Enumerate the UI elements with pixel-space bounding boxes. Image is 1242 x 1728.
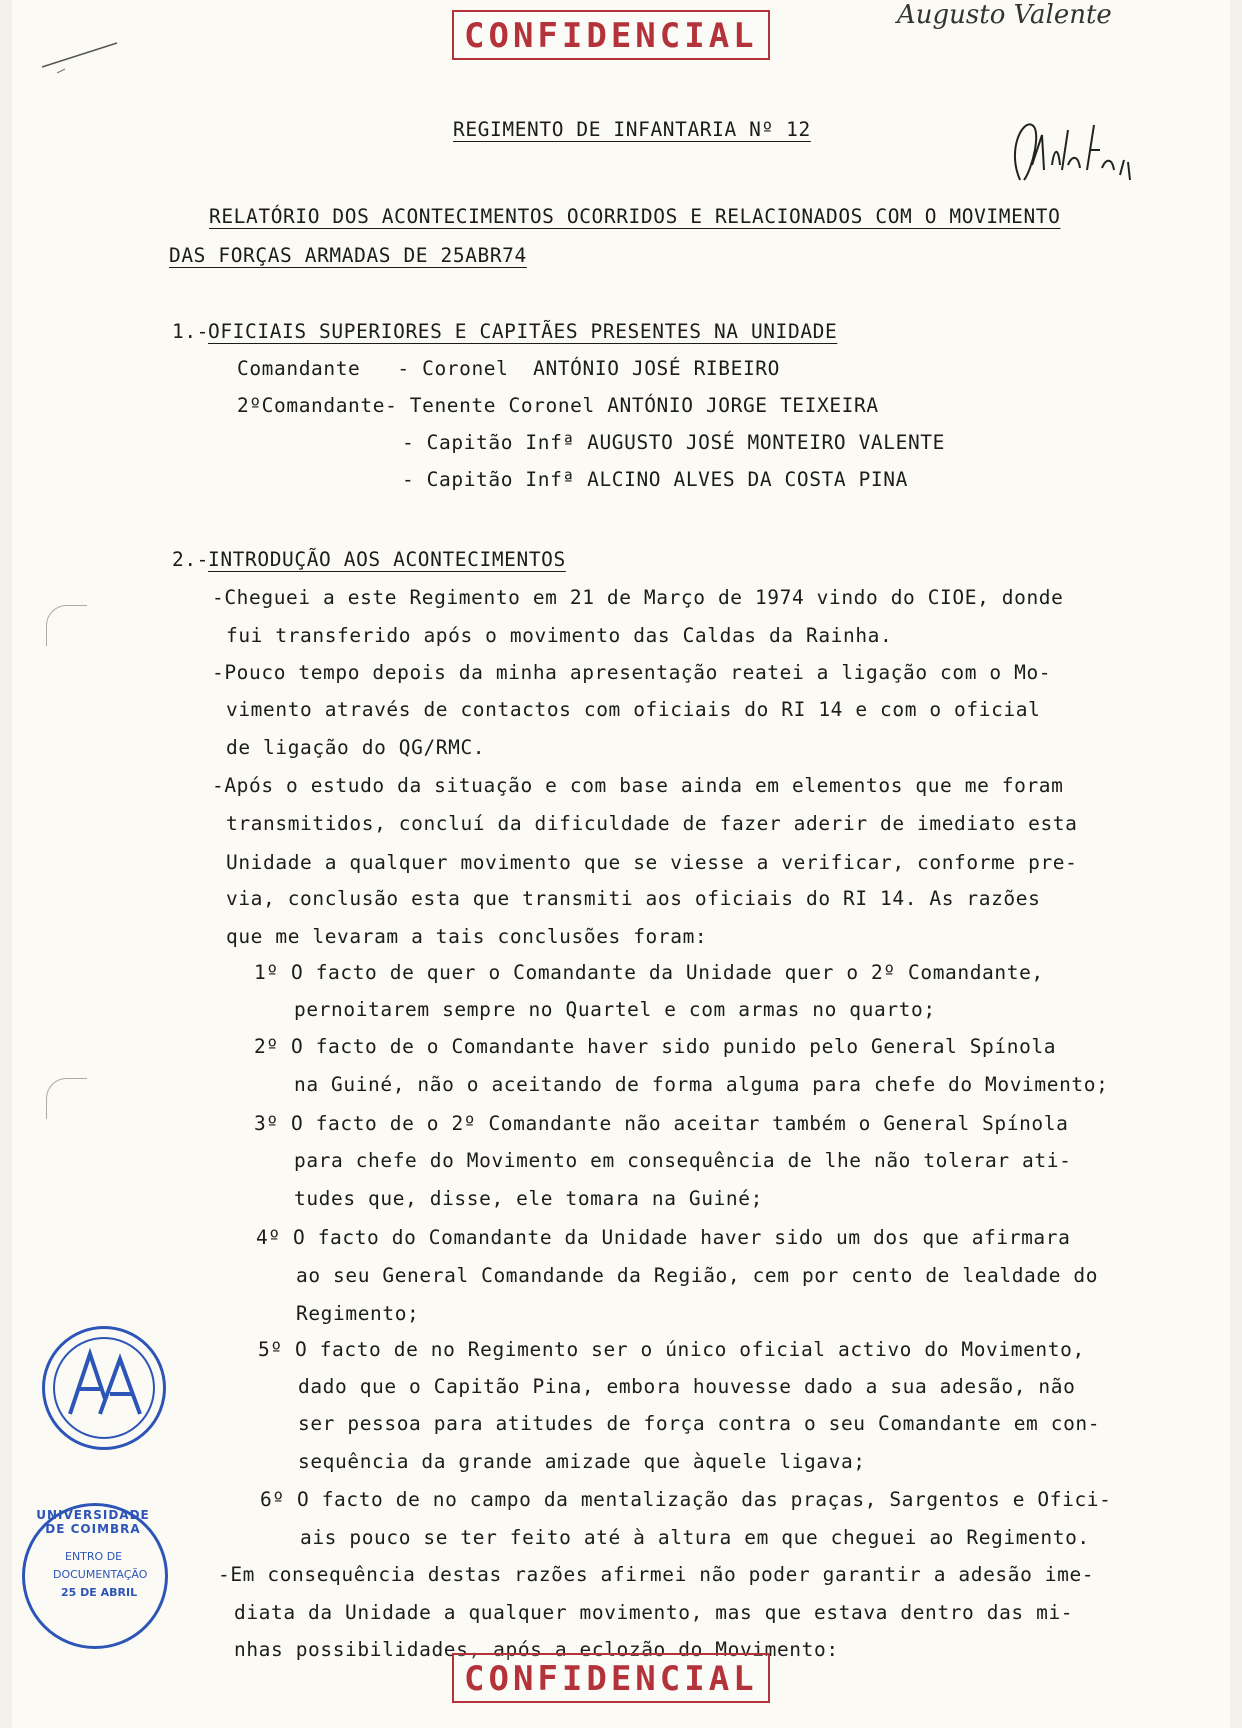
- text-line: via, conclusão esta que transmiti aos oficiais do RI 14. As razões: [226, 887, 1041, 910]
- confidential-stamp-top: CONFIDENCIAL: [452, 10, 770, 60]
- text-line: 2º O facto de o Comandante haver sido punido pelo General Spínola: [254, 1035, 1057, 1058]
- text-line: ser pessoa para atitudes de força contra o seu Comandante em con-: [298, 1412, 1101, 1435]
- archive-seal: [22, 1503, 168, 1649]
- text-line: para chefe do Movimento em consequência de lhe não tolerar ati-: [294, 1149, 1072, 1172]
- text-line: 1º O facto de quer o Comandante da Unidade quer o 2º Comandante,: [254, 961, 1044, 984]
- archive-seal-line3: 25 DE ABRIL: [61, 1586, 138, 1599]
- text-line: na Guiné, não o aceitando de forma alguma para chefe do Movimento;: [294, 1073, 1109, 1096]
- text-line: pernoitarem sempre no Quartel e com armas no quarto;: [294, 998, 936, 1021]
- section1-number: 1.-: [172, 320, 210, 343]
- handwritten-name: Augusto Valente: [897, 0, 1112, 30]
- pen-mark: [37, 35, 127, 75]
- text-line: vimento através de contactos com oficiais do RI 14 e com o oficial: [226, 698, 1041, 721]
- text-line: sequência da grande amizade que àquele ligava;: [298, 1450, 866, 1473]
- text-line: tudes que, disse, ele tomara na Guiné;: [294, 1187, 763, 1210]
- punch-hole-mark: [46, 605, 87, 646]
- text-line: dado que o Capitão Pina, embora houvesse dado a sua adesão, não: [298, 1375, 1076, 1398]
- section1-heading: OFICIAIS SUPERIORES E CAPITÃES PRESENTES NA UNIDADE: [208, 320, 838, 343]
- text-line: Unidade a qualquer movimento que se viesse a verificar, conforme pre-: [226, 851, 1078, 874]
- text-line: 4º O facto do Comandante da Unidade haver sido um dos que afirmara: [256, 1226, 1071, 1249]
- text-line: diata da Unidade a qualquer movimento, mas que estava dentro das mi-: [234, 1601, 1074, 1624]
- handwritten-signature: [1002, 110, 1152, 200]
- officer-row: - Capitão Infª ALCINO ALVES DA COSTA PINA: [402, 468, 908, 491]
- section2-heading: INTRODUÇÃO AOS ACONTECIMENTOS: [208, 548, 566, 571]
- text-line: que me levaram a tais conclusões foram:: [226, 925, 708, 948]
- regiment-title: REGIMENTO DE INFANTARIA Nº 12: [453, 118, 811, 141]
- text-line: 3º O facto de o 2º Comandante não aceitar também o General Spínola: [254, 1112, 1069, 1135]
- text-line: de ligação do QG/RMC.: [226, 736, 486, 759]
- text-line: fui transferido após o movimento das Caldas da Rainha.: [226, 624, 893, 647]
- text-line: -Em consequência destas razões afirmei não poder garantir a adesão ime-: [218, 1563, 1095, 1586]
- confidential-stamp-bottom: CONFIDENCIAL: [452, 1653, 770, 1703]
- report-title-line1: RELATÓRIO DOS ACONTECIMENTOS OCORRIDOS E RELACIONADOS COM O MOVIMENTO: [209, 205, 1061, 228]
- text-line: -Após o estudo da situação e com base ainda em elementos que me foram: [212, 774, 1064, 797]
- archive-seal-line2: DOCUMENTAÇÃO: [53, 1568, 148, 1581]
- text-line: nhas possibilidades, após a eclozão do Movimento:: [234, 1638, 839, 1661]
- text-line: Regimento;: [296, 1302, 420, 1325]
- archive-seal-ring: UNIVERSIDADE DE COIMBRA: [36, 1508, 150, 1536]
- archive-seal-line1: ENTRO DE: [65, 1550, 123, 1563]
- officer-row: Comandante - Coronel ANTÓNIO JOSÉ RIBEIRO: [237, 357, 780, 380]
- punch-hole-mark: [46, 1078, 87, 1119]
- text-line: 5º O facto de no Regimento ser o único oficial activo do Movimento,: [258, 1338, 1085, 1361]
- text-line: ais pouco se ter feito até à altura em que cheguei ao Regimento.: [300, 1526, 1090, 1549]
- report-title-line2: DAS FORÇAS ARMADAS DE 25ABR74: [169, 244, 527, 267]
- text-line: -Cheguei a este Regimento em 21 de Março de 1974 vindo do CIOE, donde: [212, 586, 1064, 609]
- document-page: [12, 0, 1230, 1728]
- text-line: ao seu General Comandande da Região, cem por cento de lealdade do: [296, 1264, 1099, 1287]
- a25a-seal-logo: [45, 1329, 163, 1447]
- section2-number: 2.-: [172, 548, 210, 571]
- officer-row: - Capitão Infª AUGUSTO JOSÉ MONTEIRO VALENTE: [402, 431, 945, 454]
- text-line: 6º O facto de no campo da mentalização das praças, Sargentos e Ofici-: [260, 1488, 1112, 1511]
- text-line: -Pouco tempo depois da minha apresentação reatei a ligação com o Mo-: [212, 661, 1052, 684]
- text-line: transmitidos, concluí da dificuldade de fazer aderir de imediato esta: [226, 812, 1078, 835]
- officer-row: 2ºComandante- Tenente Coronel ANTÓNIO JORGE TEIXEIRA: [237, 394, 879, 417]
- a25a-seal: [42, 1326, 166, 1450]
